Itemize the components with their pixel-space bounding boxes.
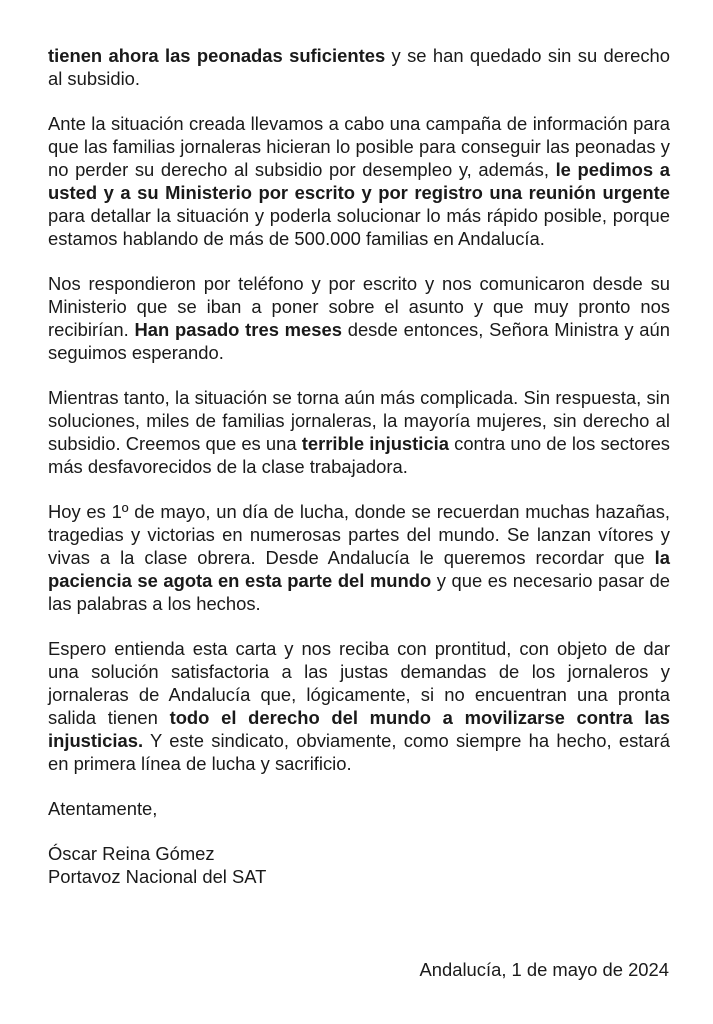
emphasized-text: Han pasado tres meses (134, 319, 342, 340)
closing-salutation: Atentamente, (48, 798, 158, 819)
body-paragraph (48, 637, 670, 775)
paragraph-text: Nos respondieron por teléfono y por escrito y nos comunicaron desde su Ministerio que se iban a poner sobre el asunto y que muy pronto nos recibirían. (48, 273, 670, 340)
paragraph-list (48, 44, 670, 775)
paragraph-text: Espero entienda esta carta y nos reciba con prontitud, con objeto de dar una solución satisfactoria a las justas demandas de los jornaleros y jornaleras de Andalucía que, lógicamente, si no encuentran una pronta salida tienen (48, 638, 670, 728)
paragraph-text: contra uno de los sectores más desfavorecidos de la clase trabajadora. (48, 433, 670, 477)
signatory-title: Portavoz Nacional del SAT (48, 866, 267, 887)
body-paragraph (48, 44, 670, 90)
paragraph-text: Ante la situación creada llevamos a cabo una campaña de información para que las familias jornaleras hicieran lo posible para conseguir las peonadas y no perder su derecho al subsidio por desempleo y, además, (48, 113, 670, 180)
paragraph-text: y se han quedado sin su derecho al subsidio. (48, 45, 670, 89)
body-paragraph (48, 272, 670, 364)
body-paragraph (48, 386, 670, 478)
paragraph-text: Hoy es 1º de mayo, un día de lucha, donde se recuerdan muchas hazañas, tragedias y victorias en numerosas partes del mundo. Se lanzan vítores y vivas a la clase obrera. Desde Andalucía le queremos recordar que (48, 501, 670, 568)
signatory-name: Óscar Reina Gómez (48, 843, 215, 864)
letter-date: Andalucía, 1 de mayo de 2024 (419, 959, 669, 980)
paragraph-text: y que es necesario pasar de las palabras a los hechos. (48, 570, 670, 614)
emphasized-text: terrible injusticia (301, 433, 449, 454)
signature-block (48, 842, 670, 888)
emphasized-text: todo el derecho del mundo a movilizarse contra las injusticias. (48, 707, 670, 751)
emphasized-text: la paciencia se agota en esta parte del mundo (48, 547, 670, 591)
emphasized-text: tienen ahora las peonadas suficientes (48, 45, 386, 66)
emphasized-text: le pedimos a usted y a su Ministerio por escrito y por registro una reunión urgente (48, 159, 670, 203)
paragraph-text: Mientras tanto, la situación se torna aún más complicada. Sin respuesta, sin soluciones, miles de familias jornaleras, la mayoría mujeres, sin derecho al subsidio. Creemos que es una (48, 387, 670, 454)
body-paragraph (48, 500, 670, 615)
paragraph-text: desde entonces, Señora Ministra y aún seguimos esperando. (48, 319, 670, 363)
letter-body (48, 44, 670, 888)
paragraph-text: Y este sindicato, obviamente, como siempre ha hecho, estará en primera línea de lucha y sacrificio. (48, 730, 670, 774)
body-paragraph (48, 112, 670, 250)
paragraph-text: para detallar la situación y poderla solucionar lo más rápido posible, porque estamos hablando de más de 500.000 familias en Andalucía. (48, 205, 670, 249)
